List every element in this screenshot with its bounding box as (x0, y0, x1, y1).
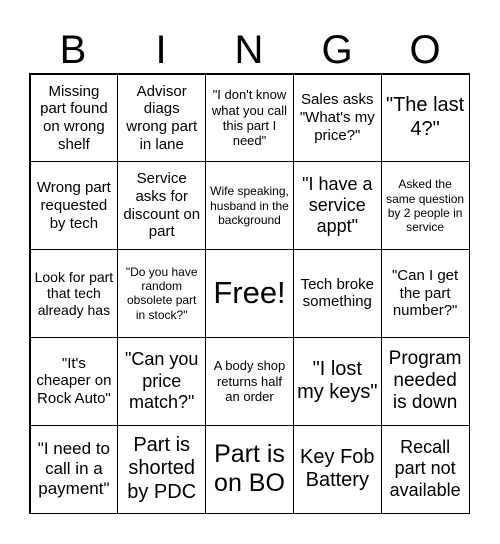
bingo-cell-r2c3[interactable]: Wife speaking, husband in the background (205, 161, 294, 250)
bingo-cell-r5c2[interactable]: Part is shorted by PDC (117, 425, 206, 514)
bingo-cell-r2c4[interactable]: "I have a service appt" (293, 161, 382, 250)
bingo-cell-r4c5[interactable]: Program needed is down (381, 337, 470, 426)
bingo-cell-r1c1[interactable]: Missing part found on wrong shelf (30, 74, 119, 163)
header-letter-b: B (59, 28, 87, 72)
header-letter-g: G (321, 28, 353, 72)
bingo-cell-r5c4[interactable]: Key Fob Battery (293, 425, 382, 514)
bingo-cell-r5c5[interactable]: Recall part not available (381, 425, 470, 514)
bingo-cell-r1c4[interactable]: Sales asks "What's my price?" (293, 74, 382, 163)
bingo-cell-r2c5[interactable]: Asked the same question by 2 people in service (381, 161, 470, 250)
bingo-header (29, 25, 469, 75)
bingo-cell-r1c3[interactable]: "I don't know what you call this part I need" (205, 74, 294, 163)
bingo-cell-r2c1[interactable]: Wrong part requested by tech (30, 161, 119, 250)
header-letter-n: N (234, 28, 264, 72)
bingo-cell-r5c3[interactable]: Part is on BO (205, 425, 294, 514)
bingo-cell-r3c5[interactable]: "Can I get the part number?" (381, 249, 470, 338)
bingo-cell-r4c4[interactable]: "I lost my keys" (293, 337, 382, 426)
bingo-cell-r3c1[interactable]: Look for part that tech already has (30, 249, 119, 338)
bingo-board (29, 73, 470, 514)
bingo-cell-r3c4[interactable]: Tech broke something (293, 249, 382, 338)
bingo-cell-r1c5[interactable]: "The last 4?" (381, 74, 470, 163)
bingo-cell-r5c1[interactable]: "I need to call in a payment" (30, 425, 119, 514)
bingo-cell-free[interactable]: Free! (205, 249, 294, 338)
bingo-cell-r1c2[interactable]: Advisor diags wrong part in lane (117, 74, 206, 163)
bingo-cell-r4c1[interactable]: "It's cheaper on Rock Auto" (30, 337, 119, 426)
header-letter-i: I (155, 28, 167, 72)
bingo-cell-r3c2[interactable]: "Do you have random obsolete part in stock?" (117, 249, 206, 338)
header-letter-o: O (409, 28, 441, 72)
bingo-cell-r4c3[interactable]: A body shop returns half an order (205, 337, 294, 426)
bingo-cell-r4c2[interactable]: "Can you price match?" (117, 337, 206, 426)
bingo-cell-r2c2[interactable]: Service asks for discount on part (117, 161, 206, 250)
